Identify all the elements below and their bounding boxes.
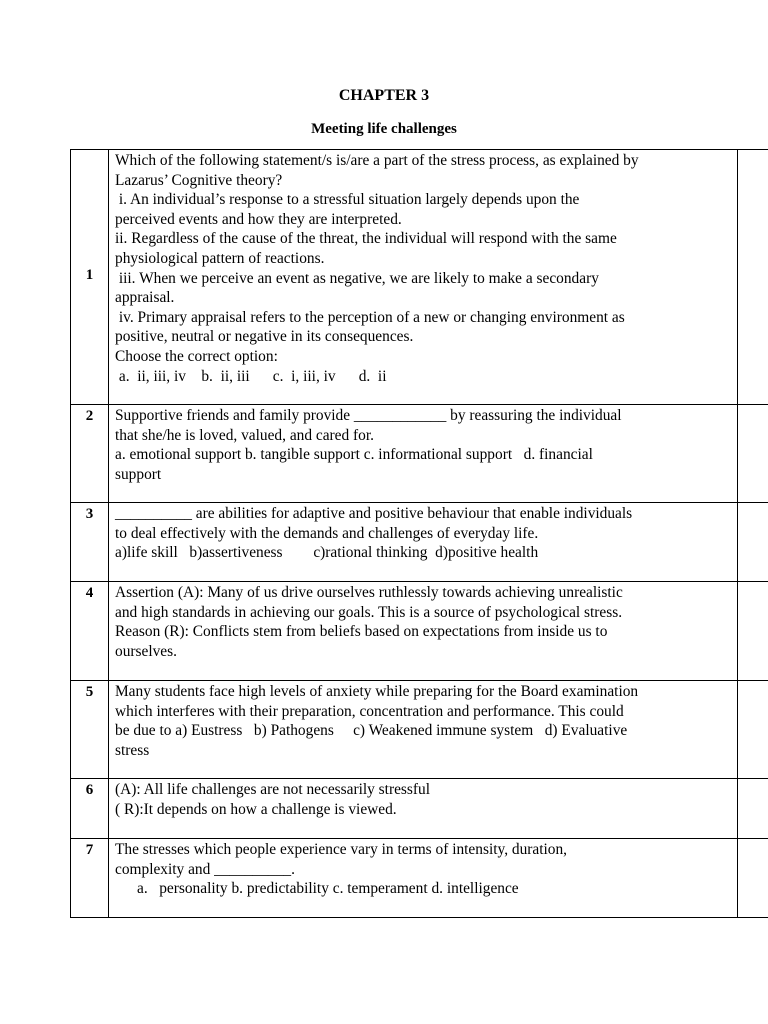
question-number: 5 (85, 684, 94, 700)
question-line: positive, neutral or negative in its consequences. (115, 328, 414, 346)
question-row (71, 405, 768, 503)
answer-options: stress (115, 741, 150, 759)
question-text-cell (109, 405, 738, 503)
question-number: 7 (85, 842, 94, 858)
question-line: Lazarus’ Cognitive theory? (115, 171, 283, 189)
question-row (71, 582, 768, 681)
assertion-line: and high standards in achieving our goals. This is a source of psychological stress. (115, 603, 623, 621)
question-row (71, 839, 768, 918)
question-number-cell (71, 503, 109, 582)
question-line: Choose the correct option: (115, 347, 278, 365)
question-line: ii. Regardless of the cause of the threat, the individual will respond with the same (115, 230, 617, 248)
reason-line: Reason (R): Conflicts stem from beliefs based on expectations from inside us to (115, 623, 608, 641)
question-row (71, 150, 768, 405)
reason-line: ( R):It depends on how a challenge is viewed. (115, 800, 397, 818)
question-line: Which of the following statement/s is/are a part of the stress process, as explained by (115, 152, 639, 169)
answer-options: a. personality b. predictability c. temperament d. intelligence (137, 880, 519, 898)
question-line: Supportive friends and family provide ____________ by reassuring the individual (115, 407, 622, 424)
assertion-line: (A): All life challenges are not necessarily stressful (115, 781, 430, 798)
question-line: perceived events and how they are interpreted. (115, 210, 402, 228)
marks-cell (738, 503, 768, 582)
question-text-cell (109, 681, 738, 779)
question-row (71, 503, 768, 582)
question-line: appraisal. (115, 289, 175, 307)
question-number: 2 (85, 408, 94, 424)
chapter-subtitle: Meeting life challenges (311, 121, 457, 137)
question-text-cell (109, 582, 738, 681)
question-number-cell (71, 150, 109, 405)
question-line: __________ are abilities for adaptive and positive behaviour that enable individuals (115, 505, 633, 522)
question-text-cell (109, 150, 738, 405)
question-line: which interferes with their preparation, concentration and performance. This could (115, 702, 624, 720)
question-number-cell (71, 582, 109, 681)
question-row (71, 681, 768, 779)
question-row (71, 779, 768, 839)
assertion-line: Assertion (A): Many of us drive ourselves ruthlessly towards achieving unrealistic (115, 584, 623, 601)
question-line: physiological pattern of reactions. (115, 249, 325, 267)
question-line: Many students face high levels of anxiety while preparing for the Board examination (115, 683, 639, 700)
question-number-cell (71, 839, 109, 918)
question-text-cell (109, 503, 738, 582)
question-number: 1 (85, 266, 94, 283)
marks-cell (738, 681, 768, 779)
marks-cell (738, 150, 768, 405)
question-line: The stresses which people experience vary in terms of intensity, duration, (115, 841, 568, 858)
question-line: iv. Primary appraisal refers to the perception of a new or changing environment as (115, 308, 625, 326)
question-number-cell (71, 681, 109, 779)
question-line: that she/he is loved, valued, and cared for. (115, 426, 374, 444)
marks-cell (738, 839, 768, 918)
answer-options: a. ii, iii, iv b. ii, iii c. i, iii, iv d. ii (115, 367, 387, 385)
marks-cell (738, 582, 768, 681)
answer-options: be due to a) Eustress b) Pathogens c) Weakened immune system d) Evaluative (115, 722, 628, 740)
question-line: to deal effectively with the demands and challenges of everyday life. (115, 524, 539, 542)
question-number: 6 (85, 782, 94, 798)
question-number: 4 (85, 585, 94, 601)
marks-cell (738, 405, 768, 503)
questions-table (70, 149, 768, 918)
question-text-cell (109, 779, 738, 839)
question-number: 3 (85, 506, 94, 522)
chapter-title: CHAPTER 3 (338, 87, 430, 104)
answer-options: a. emotional support b. tangible support c. informational support d. financial (115, 446, 593, 464)
answer-options: support (115, 465, 162, 483)
answer-options: a)life skill b)assertiveness c)rational thinking d)positive health (115, 544, 539, 562)
marks-cell (738, 779, 768, 839)
reason-line: ourselves. (115, 642, 177, 660)
question-number-cell (71, 779, 109, 839)
question-line: iii. When we perceive an event as negative, we are likely to make a secondary (115, 269, 599, 287)
question-text-cell (109, 839, 738, 918)
question-number-cell (71, 405, 109, 503)
question-line: i. An individual’s response to a stressful situation largely depends upon the (115, 191, 580, 209)
question-line: complexity and __________. (115, 860, 295, 878)
